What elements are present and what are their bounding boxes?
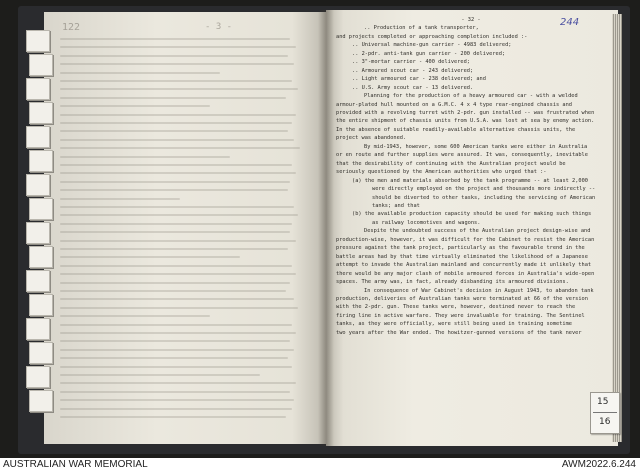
index-tab [26, 78, 50, 100]
text-line: seriously questioned by the American authorities who urged that :- [336, 169, 547, 176]
faded-line [60, 248, 288, 250]
index-tab [29, 294, 53, 316]
index-tab [26, 126, 50, 148]
text-line: as railway locomotives and wagons. [372, 219, 481, 226]
faded-line [60, 273, 296, 275]
text-line: that the desirability of continuing with the Australian project would be [336, 160, 566, 167]
faded-line [60, 55, 288, 57]
faded-line [60, 399, 294, 401]
index-tab [26, 318, 50, 340]
index-tab [26, 174, 50, 196]
faded-line [60, 349, 294, 351]
page-edges [612, 14, 622, 442]
text-line: tanks, as they were officially, were still being used in training sometime [336, 321, 572, 328]
sticky-note-divider [593, 412, 617, 413]
index-tab [29, 198, 53, 220]
right-page-number: - 32 - [461, 17, 481, 23]
text-line: were directly employed on the project and thousands more indirectly -- [372, 186, 596, 193]
text-line: provided with a revolving turret with 2-pdr. gun installed -- was frustrated when [336, 109, 595, 116]
text-line: By mid-1943, however, some 600 American tanks were either in Australia [364, 143, 588, 150]
faded-line [60, 198, 180, 200]
index-tab [26, 222, 50, 244]
text-line: production, deliveries of Australian tanks were terminated at 66 of the version [336, 295, 588, 302]
faded-line [60, 214, 298, 216]
faded-line [60, 38, 290, 40]
faded-line [60, 181, 290, 183]
text-line: firing line in active warfare. They were invaluable for training. The Sentinel [336, 312, 585, 319]
faded-line [60, 63, 294, 65]
text-line: In consequence of War Cabinet's decision in August 1943, to abandon tank [364, 287, 594, 294]
text-line: and projects completed or approaching completion included :- [336, 33, 528, 40]
index-tabs [26, 30, 54, 430]
footer-bar [0, 458, 640, 472]
sticky-note-bottom: 16 [599, 417, 611, 427]
index-tab [26, 366, 50, 388]
text-line: pressure against the tank project, particularly as the favourable trend in the [336, 245, 585, 252]
index-tab [29, 102, 53, 124]
text-line: the entire shipment of chassis units from U.S.A. was lost at sea by enemy action. [336, 118, 595, 125]
text-line: .. Light armoured car - 238 delivered; and [352, 76, 486, 83]
footer-institution: AUSTRALIAN WAR MEMORIAL [3, 459, 148, 470]
text-line: attempt to invade the Australian mainland and concurrently made it unlikely that [336, 262, 592, 269]
faded-line [60, 147, 300, 149]
text-line: or en route and further supplies were assured. It was, consequently, inevitable [336, 152, 588, 159]
text-line: battle areas had by that time virtually eliminated the likelihood of a Japanese [336, 253, 588, 260]
faded-line [60, 97, 286, 99]
right-page-text [336, 16, 609, 442]
left-page-center-mark: - 3 - [205, 22, 233, 32]
faded-line [60, 382, 296, 384]
faded-line [60, 80, 292, 82]
index-tab [29, 342, 53, 364]
right-page-body [336, 24, 606, 337]
text-line: .. Armoured scout car - 243 delivered; [352, 67, 474, 74]
faded-line [60, 130, 288, 132]
faded-line [60, 298, 294, 300]
handwritten-folio: 244 [560, 17, 580, 28]
text-line: two years after the War ended. The howitzer-gunned versions of the tank never [336, 329, 582, 336]
faded-line [60, 290, 286, 292]
faded-line [60, 122, 292, 124]
faded-line [60, 231, 290, 233]
faded-line [60, 416, 286, 418]
sticky-note [590, 392, 620, 434]
index-tab [26, 270, 50, 292]
faded-line [60, 223, 292, 225]
text-line: .. 3"-mortar carrier - 400 delivered; [352, 59, 470, 66]
index-tab [29, 54, 53, 76]
text-line: .. Universal machine-gun carrier - 4983 delivered; [352, 42, 512, 49]
faded-line [60, 172, 296, 174]
faded-line [60, 189, 288, 191]
text-line: .. Production of a tank transporter, [364, 25, 479, 32]
text-line: In the absence of suitable readily-available alternative chassis units, the [336, 126, 576, 133]
faded-line [60, 282, 290, 284]
faded-line [60, 240, 296, 242]
text-line: .. 2-pdr. anti-tank gun carrier - 200 delivered; [352, 50, 506, 57]
index-tab [29, 150, 53, 172]
text-line: there would be any major clash of mobile armoured forces in Australia's wide-open [336, 270, 595, 277]
faded-line [60, 391, 290, 393]
faded-line [60, 164, 292, 166]
faded-line [60, 105, 210, 107]
faded-line [60, 408, 292, 410]
text-line: .. U.S. Army scout car - 13 delivered. [352, 84, 474, 91]
faded-line [60, 256, 240, 258]
left-page-faded-text [60, 30, 310, 430]
text-line: (b) the available production capacity should be used for making such things [352, 211, 592, 218]
faded-line [60, 357, 288, 359]
faded-line [60, 46, 296, 48]
text-line: Planning for the production of a heavy armoured car - with a welded [364, 93, 578, 100]
faded-line [60, 114, 296, 116]
text-line: Despite the undoubted success of the Australian project design-wise and [364, 228, 591, 235]
sticky-note-top: 15 [597, 397, 609, 407]
text-line: should be diverted to other tasks, including the servicing of American [372, 194, 596, 201]
text-line: production-wise, however, it was difficult for the Cabinet to resist the American [336, 236, 595, 243]
faded-line [60, 72, 220, 74]
text-line: armour-plated hull mounted on a G.M.C. 4 x 4 type rear-engined chassis and [336, 101, 572, 108]
index-tab [29, 390, 53, 412]
footer-accession-number: AWM2022.6.244 [561, 459, 636, 470]
text-line: tanks; and that [372, 202, 420, 209]
index-tab [26, 30, 50, 52]
faded-line [60, 332, 296, 334]
faded-line [60, 307, 298, 309]
faded-line [60, 315, 210, 317]
index-tab [29, 246, 53, 268]
faded-line [60, 88, 298, 90]
text-line: project was abandoned. [336, 135, 407, 142]
left-page-number: 122 [62, 22, 81, 33]
book-gutter [318, 10, 334, 446]
faded-line [60, 366, 292, 368]
text-line: spaces. The army was, in fact, already disbanding its armoured divisions. [336, 279, 569, 286]
faded-line [60, 139, 294, 141]
faded-line [60, 265, 292, 267]
faded-line [60, 156, 230, 158]
text-line: (a) the men and materials absorbed by the tank programme -- at least 2,000 [352, 177, 588, 184]
faded-line [60, 340, 290, 342]
faded-line [60, 374, 260, 376]
faded-line [60, 324, 292, 326]
text-line: with the 2-pdr. gun. These tanks were, however, destined never to reach the [336, 304, 576, 311]
faded-line [60, 206, 294, 208]
